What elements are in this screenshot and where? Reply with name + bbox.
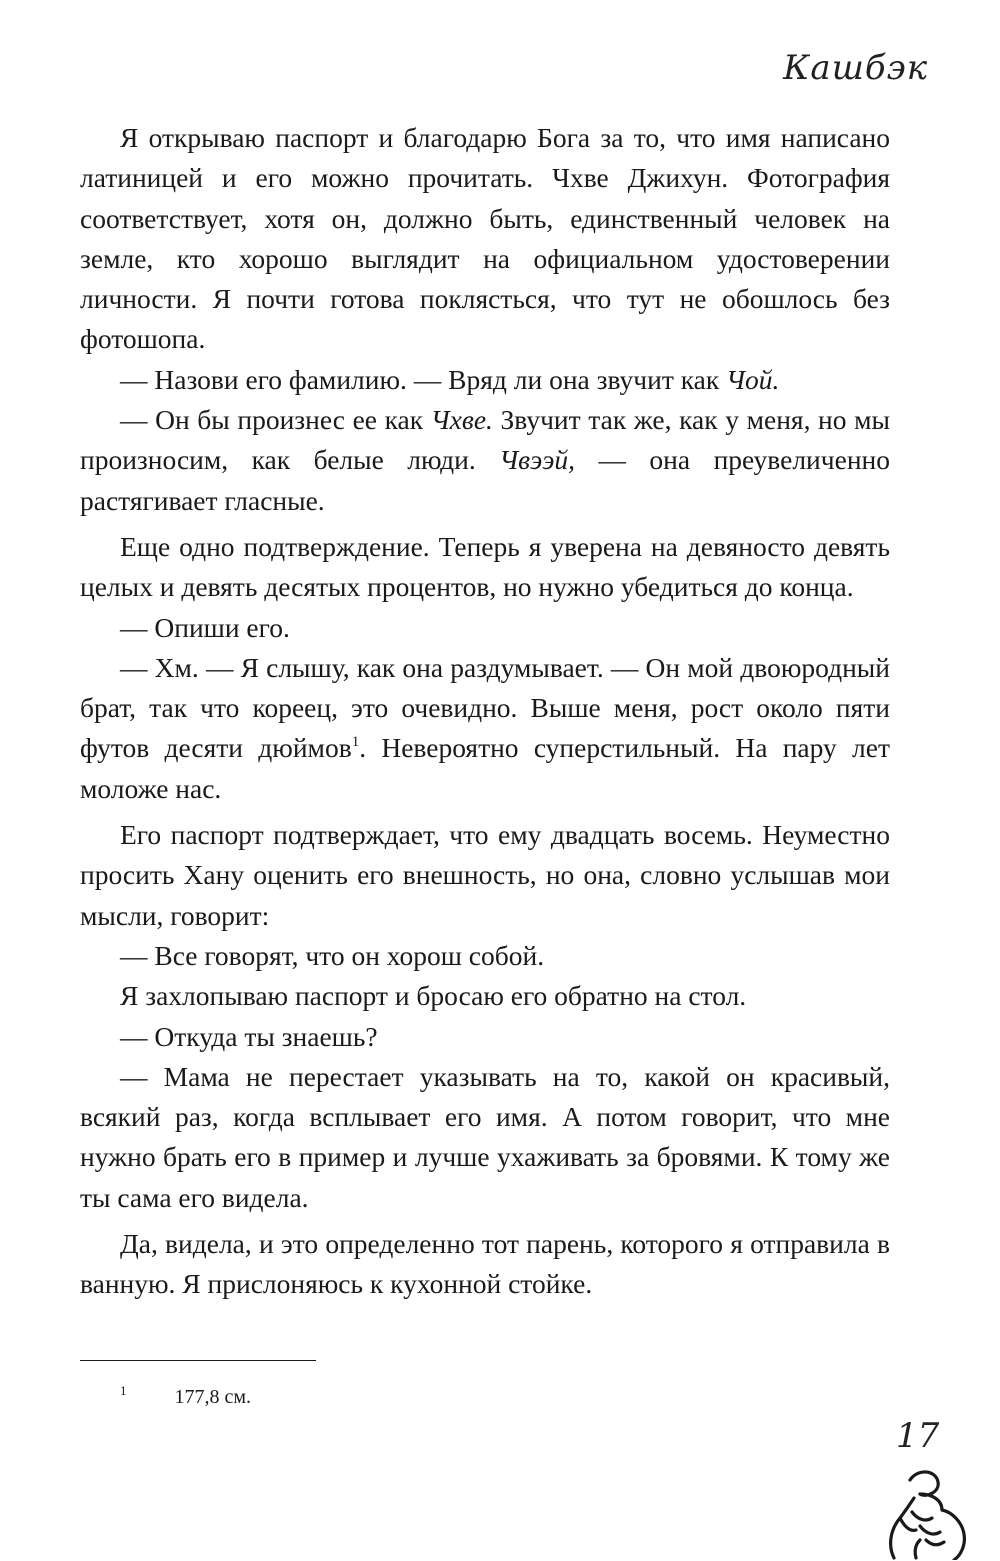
page-number: 17 bbox=[896, 1416, 940, 1456]
paragraph bbox=[80, 648, 890, 809]
paragraph: Я открываю паспорт и благодарю Бога за то, что имя написано латиницей и его можно прочитать. Чхве Джихун. Фотография соответствует, хотя он, должно быть, единственный человек на земле, кто хорошо выглядит на официальном удостоверении личности. Я почти готова поклясться, что тут не обошлось без фотошопа. bbox=[80, 122, 890, 355]
paragraph: Я захлопываю паспорт и бросаю его обратно на стол. bbox=[120, 980, 747, 1012]
paragraph: — Все говорят, что он хорош собой. bbox=[120, 939, 545, 971]
dialogue-text: — Он бы произнес ее как bbox=[120, 404, 431, 436]
paragraph: — Мама не перестает указывать на то, какой он красивый, всякий раз, когда всплывает его имя. А потом говорит, что мне нужно брать его в пример и лучше ухаживать за бровями. К тому же ты сама его видела. bbox=[80, 1060, 890, 1213]
italic-word: Чвээй, bbox=[499, 444, 575, 476]
footnote-reference[interactable]: 1 bbox=[351, 734, 360, 751]
dialogue-text: — Хм. — Я слышу, как она раздумывает. — Он мой двоюродный брат, так что кореец, это очевидно. Выше меня, рост около пяти футов десяти дюймов bbox=[80, 651, 890, 764]
paragraph bbox=[80, 360, 890, 400]
paragraph: — Откуда ты знаешь? bbox=[120, 1020, 378, 1052]
finger-heart-icon bbox=[880, 1460, 972, 1560]
paragraph: Его паспорт подтверждает, что ему двадцать восемь. Неуместно просить Хану оценить его внешность, но она, словно услышав мои мысли, говорит: bbox=[80, 819, 890, 931]
paragraph: Еще одно подтверждение. Теперь я уверена на девяносто девять целых и девять десятых процентов, но нужно убедиться до конца. bbox=[80, 530, 890, 603]
dialogue-text: . Невероятно суперстильный. На пару лет моложе нас. bbox=[80, 732, 890, 804]
running-title: Кашбэк bbox=[783, 48, 928, 88]
paragraph bbox=[80, 400, 890, 521]
paragraph: — Опиши его. bbox=[120, 611, 290, 643]
dialogue-text: — Назови его фамилию. — Вряд ли она звучит как bbox=[120, 363, 727, 395]
dialogue-text: Звучит так же, как у меня, но мы произносим, как белые люди. bbox=[80, 404, 891, 476]
italic-word: Чой. bbox=[726, 363, 780, 395]
footnote-text: 177,8 см. bbox=[174, 1386, 252, 1408]
footnote-divider bbox=[80, 1360, 316, 1361]
footnote-mark: 1 bbox=[120, 1383, 127, 1398]
dialogue-text: — она преувеличенно растягивает гласные. bbox=[80, 444, 890, 516]
italic-word: Чхве. bbox=[430, 404, 493, 436]
paragraph: Да, видела, и это определенно тот парень, которого я отправила в ванную. Я прислоняюсь к кухонной стойке. bbox=[80, 1228, 890, 1300]
footnote bbox=[120, 1377, 251, 1411]
main-text bbox=[80, 118, 890, 1305]
